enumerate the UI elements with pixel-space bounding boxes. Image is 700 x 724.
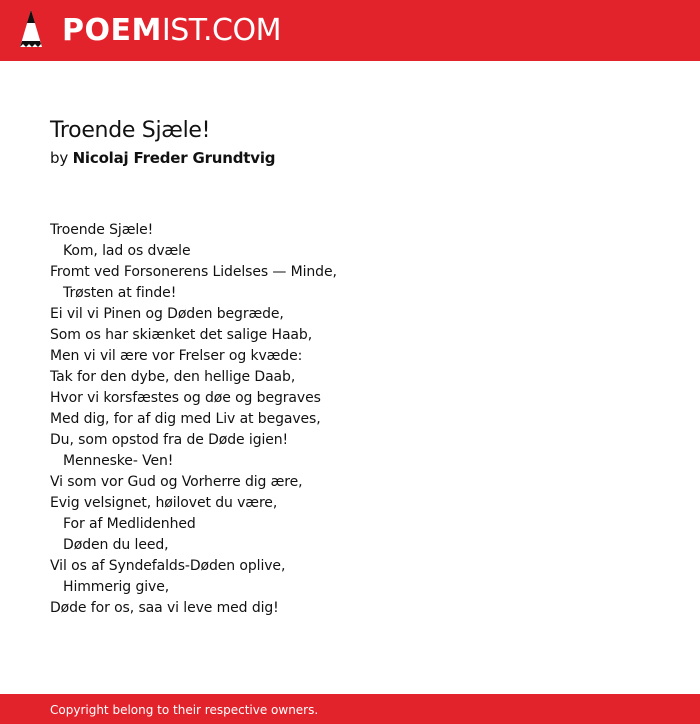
poem-line: Døde for os, saa vi leve med dig! [50,600,279,616]
copyright-text: Copyright belong to their respective owners. [50,703,319,717]
poem-line: Du, som opstod fra de Døde igien! [50,432,289,448]
poem-line: Vil os af Syndefalds-Døden oplive, [50,558,286,574]
author-name: Nicolaj Freder Grundtvig [72,149,276,167]
poem-line: Troende Sjæle! [50,222,154,238]
poem-line: Menneske- Ven! [50,453,174,469]
poem-line: Trøsten at finde! [50,285,177,301]
poem-line: Fromt ved Forsonerens Lidelses — Minde, [50,264,337,280]
poem-line: Med dig, for af dig med Liv at begaves, [50,411,321,427]
poem-line: Kom, lad os dvæle [50,243,191,259]
poem-line: Himmerig give, [50,579,170,595]
poem-body [50,220,650,619]
pencil-tip-icon[interactable] [18,9,44,51]
poem-line: Tak for den dybe, den hellige Daab, [50,369,296,385]
poem-line: Ei vil vi Pinen og Døden begræde, [50,306,284,322]
poem-line: Døden du leed, [50,537,169,553]
poem-line: Evig velsignet, høilovet du være, [50,495,278,511]
byline-prefix: by [50,149,68,167]
poem-line: Hvor vi korsfæstes og døe og begraves [50,390,321,406]
site-header [0,0,700,61]
poem-line: For af Medlidenhed [50,516,196,532]
logo-light-text: IST.COM [161,13,281,48]
poem-line: Vi som vor Gud og Vorherre dig ære, [50,474,303,490]
logo-bold-text: POEM [62,13,162,48]
poem-line: Men vi vil ære vor Frelser og kvæde: [50,348,303,364]
poem-line: Som os har skiænket det salige Haab, [50,327,313,343]
poem-byline [50,148,650,168]
site-logo[interactable] [62,14,281,48]
poem-title: Troende Sjæle! [50,118,211,143]
poem-content [50,117,650,619]
site-footer [0,694,700,724]
